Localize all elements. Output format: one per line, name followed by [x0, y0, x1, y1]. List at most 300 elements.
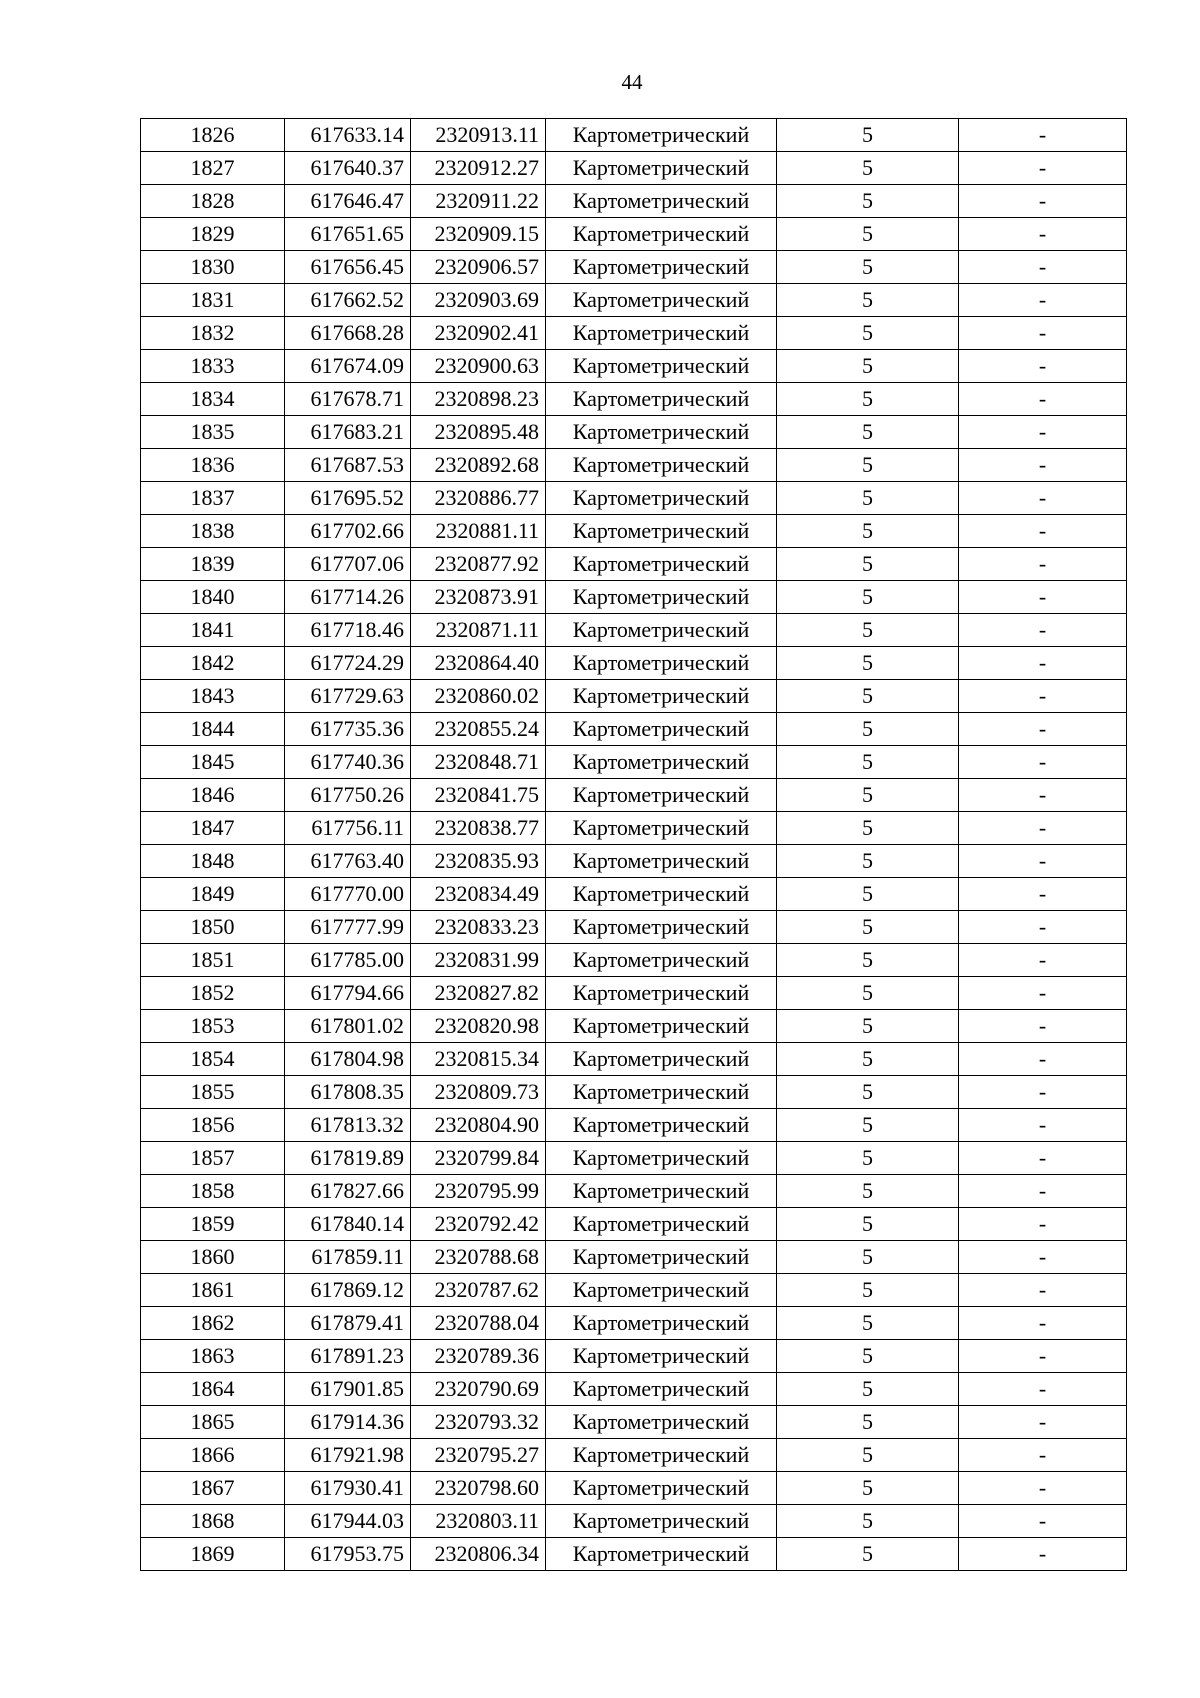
- point-number-cell: 1863: [141, 1340, 285, 1373]
- note-cell: -: [959, 1406, 1127, 1439]
- table-row: [141, 1241, 1127, 1274]
- point-number-cell: 1836: [141, 449, 285, 482]
- x-coordinate-cell: 617914.36: [285, 1406, 411, 1439]
- note-cell: -: [959, 548, 1127, 581]
- method-cell: Картометрический: [546, 977, 777, 1010]
- note-cell: -: [959, 383, 1127, 416]
- x-coordinate-cell: 617930.41: [285, 1472, 411, 1505]
- accuracy-cell: 5: [777, 1340, 959, 1373]
- x-coordinate-cell: 617921.98: [285, 1439, 411, 1472]
- method-cell: Картометрический: [546, 746, 777, 779]
- method-cell: Картометрический: [546, 647, 777, 680]
- note-cell: -: [959, 449, 1127, 482]
- table-row: [141, 416, 1127, 449]
- y-coordinate-cell: 2320835.93: [411, 845, 546, 878]
- note-cell: -: [959, 1274, 1127, 1307]
- y-coordinate-cell: 2320795.27: [411, 1439, 546, 1472]
- y-coordinate-cell: 2320912.27: [411, 152, 546, 185]
- note-cell: -: [959, 1208, 1127, 1241]
- table-row: [141, 1307, 1127, 1340]
- method-cell: Картометрический: [546, 350, 777, 383]
- table-row: [141, 251, 1127, 284]
- method-cell: Картометрический: [546, 152, 777, 185]
- table-row: [141, 482, 1127, 515]
- page-number: 44: [621, 70, 643, 94]
- table-row: [141, 845, 1127, 878]
- table-row: [141, 1175, 1127, 1208]
- y-coordinate-cell: 2320798.60: [411, 1472, 546, 1505]
- table-row: [141, 185, 1127, 218]
- accuracy-cell: 5: [777, 944, 959, 977]
- y-coordinate-cell: 2320834.49: [411, 878, 546, 911]
- y-coordinate-cell: 2320911.22: [411, 185, 546, 218]
- x-coordinate-cell: 617718.46: [285, 614, 411, 647]
- point-number-cell: 1831: [141, 284, 285, 317]
- accuracy-cell: 5: [777, 1043, 959, 1076]
- method-cell: Картометрический: [546, 1175, 777, 1208]
- note-cell: -: [959, 1076, 1127, 1109]
- x-coordinate-cell: 617633.14: [285, 119, 411, 152]
- method-cell: Картометрический: [546, 614, 777, 647]
- y-coordinate-cell: 2320833.23: [411, 911, 546, 944]
- method-cell: Картометрический: [546, 944, 777, 977]
- x-coordinate-cell: 617640.37: [285, 152, 411, 185]
- note-cell: -: [959, 1439, 1127, 1472]
- accuracy-cell: 5: [777, 1439, 959, 1472]
- point-number-cell: 1867: [141, 1472, 285, 1505]
- table-row: [141, 1274, 1127, 1307]
- x-coordinate-cell: 617756.11: [285, 812, 411, 845]
- x-coordinate-cell: 617827.66: [285, 1175, 411, 1208]
- x-coordinate-cell: 617879.41: [285, 1307, 411, 1340]
- note-cell: -: [959, 317, 1127, 350]
- accuracy-cell: 5: [777, 779, 959, 812]
- note-cell: -: [959, 251, 1127, 284]
- table-row: [141, 1340, 1127, 1373]
- accuracy-cell: 5: [777, 1076, 959, 1109]
- y-coordinate-cell: 2320788.04: [411, 1307, 546, 1340]
- y-coordinate-cell: 2320864.40: [411, 647, 546, 680]
- table-row: [141, 350, 1127, 383]
- accuracy-cell: 5: [777, 1274, 959, 1307]
- point-number-cell: 1842: [141, 647, 285, 680]
- table-row: [141, 911, 1127, 944]
- accuracy-cell: 5: [777, 383, 959, 416]
- note-cell: -: [959, 911, 1127, 944]
- point-number-cell: 1830: [141, 251, 285, 284]
- table-row: [141, 680, 1127, 713]
- y-coordinate-cell: 2320913.11: [411, 119, 546, 152]
- y-coordinate-cell: 2320788.68: [411, 1241, 546, 1274]
- method-cell: Картометрический: [546, 185, 777, 218]
- method-cell: Картометрический: [546, 1043, 777, 1076]
- y-coordinate-cell: 2320886.77: [411, 482, 546, 515]
- x-coordinate-cell: 617656.45: [285, 251, 411, 284]
- x-coordinate-cell: 617794.66: [285, 977, 411, 1010]
- note-cell: -: [959, 1109, 1127, 1142]
- x-coordinate-cell: 617646.47: [285, 185, 411, 218]
- note-cell: -: [959, 944, 1127, 977]
- method-cell: Картометрический: [546, 878, 777, 911]
- y-coordinate-cell: 2320871.11: [411, 614, 546, 647]
- method-cell: Картометрический: [546, 317, 777, 350]
- point-number-cell: 1833: [141, 350, 285, 383]
- x-coordinate-cell: 617683.21: [285, 416, 411, 449]
- accuracy-cell: 5: [777, 680, 959, 713]
- y-coordinate-cell: 2320809.73: [411, 1076, 546, 1109]
- accuracy-cell: 5: [777, 1109, 959, 1142]
- note-cell: -: [959, 185, 1127, 218]
- accuracy-cell: 5: [777, 581, 959, 614]
- point-number-cell: 1832: [141, 317, 285, 350]
- coordinates-table: [140, 118, 1127, 1571]
- table-row: [141, 383, 1127, 416]
- y-coordinate-cell: 2320841.75: [411, 779, 546, 812]
- accuracy-cell: 5: [777, 1406, 959, 1439]
- note-cell: -: [959, 746, 1127, 779]
- note-cell: -: [959, 1010, 1127, 1043]
- note-cell: -: [959, 878, 1127, 911]
- method-cell: Картометрический: [546, 1307, 777, 1340]
- y-coordinate-cell: 2320902.41: [411, 317, 546, 350]
- table-row: [141, 284, 1127, 317]
- table-row: [141, 713, 1127, 746]
- y-coordinate-cell: 2320827.82: [411, 977, 546, 1010]
- method-cell: Картометрический: [546, 1274, 777, 1307]
- table-row: [141, 548, 1127, 581]
- point-number-cell: 1856: [141, 1109, 285, 1142]
- point-number-cell: 1862: [141, 1307, 285, 1340]
- table-row: [141, 119, 1127, 152]
- note-cell: -: [959, 1241, 1127, 1274]
- y-coordinate-cell: 2320909.15: [411, 218, 546, 251]
- x-coordinate-cell: 617750.26: [285, 779, 411, 812]
- accuracy-cell: 5: [777, 350, 959, 383]
- point-number-cell: 1848: [141, 845, 285, 878]
- accuracy-cell: 5: [777, 449, 959, 482]
- accuracy-cell: 5: [777, 1175, 959, 1208]
- x-coordinate-cell: 617944.03: [285, 1505, 411, 1538]
- accuracy-cell: 5: [777, 614, 959, 647]
- method-cell: Картометрический: [546, 1010, 777, 1043]
- table-row: [141, 1373, 1127, 1406]
- method-cell: Картометрический: [546, 812, 777, 845]
- note-cell: -: [959, 284, 1127, 317]
- note-cell: -: [959, 218, 1127, 251]
- accuracy-cell: 5: [777, 1472, 959, 1505]
- note-cell: -: [959, 1307, 1127, 1340]
- x-coordinate-cell: 617740.36: [285, 746, 411, 779]
- point-number-cell: 1847: [141, 812, 285, 845]
- note-cell: -: [959, 1175, 1127, 1208]
- note-cell: -: [959, 779, 1127, 812]
- point-number-cell: 1857: [141, 1142, 285, 1175]
- y-coordinate-cell: 2320787.62: [411, 1274, 546, 1307]
- table-row: [141, 449, 1127, 482]
- note-cell: -: [959, 119, 1127, 152]
- accuracy-cell: 5: [777, 416, 959, 449]
- y-coordinate-cell: 2320903.69: [411, 284, 546, 317]
- point-number-cell: 1852: [141, 977, 285, 1010]
- y-coordinate-cell: 2320789.36: [411, 1340, 546, 1373]
- y-coordinate-cell: 2320806.34: [411, 1538, 546, 1571]
- x-coordinate-cell: 617953.75: [285, 1538, 411, 1571]
- accuracy-cell: 5: [777, 878, 959, 911]
- x-coordinate-cell: 617687.53: [285, 449, 411, 482]
- x-coordinate-cell: 617707.06: [285, 548, 411, 581]
- x-coordinate-cell: 617674.09: [285, 350, 411, 383]
- method-cell: Картометрический: [546, 713, 777, 746]
- point-number-cell: 1849: [141, 878, 285, 911]
- point-number-cell: 1826: [141, 119, 285, 152]
- point-number-cell: 1844: [141, 713, 285, 746]
- point-number-cell: 1868: [141, 1505, 285, 1538]
- x-coordinate-cell: 617724.29: [285, 647, 411, 680]
- y-coordinate-cell: 2320848.71: [411, 746, 546, 779]
- note-cell: -: [959, 812, 1127, 845]
- point-number-cell: 1838: [141, 515, 285, 548]
- point-number-cell: 1864: [141, 1373, 285, 1406]
- note-cell: -: [959, 977, 1127, 1010]
- point-number-cell: 1841: [141, 614, 285, 647]
- x-coordinate-cell: 617777.99: [285, 911, 411, 944]
- y-coordinate-cell: 2320855.24: [411, 713, 546, 746]
- point-number-cell: 1865: [141, 1406, 285, 1439]
- method-cell: Картометрический: [546, 1109, 777, 1142]
- method-cell: Картометрический: [546, 1472, 777, 1505]
- method-cell: Картометрический: [546, 845, 777, 878]
- note-cell: -: [959, 416, 1127, 449]
- y-coordinate-cell: 2320820.98: [411, 1010, 546, 1043]
- note-cell: -: [959, 1538, 1127, 1571]
- table-row: [141, 1109, 1127, 1142]
- table-row: [141, 1043, 1127, 1076]
- method-cell: Картометрический: [546, 251, 777, 284]
- y-coordinate-cell: 2320792.42: [411, 1208, 546, 1241]
- point-number-cell: 1834: [141, 383, 285, 416]
- method-cell: Картометрический: [546, 515, 777, 548]
- table-row: [141, 977, 1127, 1010]
- y-coordinate-cell: 2320838.77: [411, 812, 546, 845]
- method-cell: Картометрический: [546, 1340, 777, 1373]
- x-coordinate-cell: 617763.40: [285, 845, 411, 878]
- accuracy-cell: 5: [777, 845, 959, 878]
- note-cell: -: [959, 482, 1127, 515]
- y-coordinate-cell: 2320799.84: [411, 1142, 546, 1175]
- point-number-cell: 1850: [141, 911, 285, 944]
- method-cell: Картометрический: [546, 911, 777, 944]
- point-number-cell: 1840: [141, 581, 285, 614]
- method-cell: Картометрический: [546, 1406, 777, 1439]
- y-coordinate-cell: 2320815.34: [411, 1043, 546, 1076]
- table-row: [141, 218, 1127, 251]
- accuracy-cell: 5: [777, 911, 959, 944]
- y-coordinate-cell: 2320877.92: [411, 548, 546, 581]
- method-cell: Картометрический: [546, 1208, 777, 1241]
- point-number-cell: 1843: [141, 680, 285, 713]
- x-coordinate-cell: 617801.02: [285, 1010, 411, 1043]
- accuracy-cell: 5: [777, 185, 959, 218]
- accuracy-cell: 5: [777, 218, 959, 251]
- y-coordinate-cell: 2320906.57: [411, 251, 546, 284]
- note-cell: -: [959, 845, 1127, 878]
- table-row: [141, 944, 1127, 977]
- method-cell: Картометрический: [546, 1076, 777, 1109]
- x-coordinate-cell: 617901.85: [285, 1373, 411, 1406]
- x-coordinate-cell: 617869.12: [285, 1274, 411, 1307]
- accuracy-cell: 5: [777, 1538, 959, 1571]
- note-cell: -: [959, 680, 1127, 713]
- note-cell: -: [959, 1043, 1127, 1076]
- table-row: [141, 746, 1127, 779]
- x-coordinate-cell: 617695.52: [285, 482, 411, 515]
- y-coordinate-cell: 2320898.23: [411, 383, 546, 416]
- accuracy-cell: 5: [777, 482, 959, 515]
- point-number-cell: 1829: [141, 218, 285, 251]
- method-cell: Картометрический: [546, 581, 777, 614]
- accuracy-cell: 5: [777, 1010, 959, 1043]
- x-coordinate-cell: 617840.14: [285, 1208, 411, 1241]
- x-coordinate-cell: 617804.98: [285, 1043, 411, 1076]
- accuracy-cell: 5: [777, 746, 959, 779]
- table-row: [141, 1505, 1127, 1538]
- note-cell: -: [959, 1505, 1127, 1538]
- table-row: [141, 152, 1127, 185]
- method-cell: Картометрический: [546, 449, 777, 482]
- y-coordinate-cell: 2320900.63: [411, 350, 546, 383]
- method-cell: Картометрический: [546, 482, 777, 515]
- table-row: [141, 1142, 1127, 1175]
- accuracy-cell: 5: [777, 548, 959, 581]
- accuracy-cell: 5: [777, 713, 959, 746]
- method-cell: Картометрический: [546, 1439, 777, 1472]
- point-number-cell: 1837: [141, 482, 285, 515]
- accuracy-cell: 5: [777, 1142, 959, 1175]
- y-coordinate-cell: 2320831.99: [411, 944, 546, 977]
- point-number-cell: 1853: [141, 1010, 285, 1043]
- accuracy-cell: 5: [777, 1208, 959, 1241]
- method-cell: Картометрический: [546, 119, 777, 152]
- accuracy-cell: 5: [777, 119, 959, 152]
- coordinates-table-body: [141, 119, 1127, 1571]
- method-cell: Картометрический: [546, 416, 777, 449]
- y-coordinate-cell: 2320790.69: [411, 1373, 546, 1406]
- accuracy-cell: 5: [777, 812, 959, 845]
- table-row: [141, 1076, 1127, 1109]
- accuracy-cell: 5: [777, 515, 959, 548]
- x-coordinate-cell: 617813.32: [285, 1109, 411, 1142]
- point-number-cell: 1861: [141, 1274, 285, 1307]
- table-row: [141, 515, 1127, 548]
- point-number-cell: 1846: [141, 779, 285, 812]
- accuracy-cell: 5: [777, 1241, 959, 1274]
- x-coordinate-cell: 617702.66: [285, 515, 411, 548]
- method-cell: Картометрический: [546, 284, 777, 317]
- table-row: [141, 317, 1127, 350]
- point-number-cell: 1854: [141, 1043, 285, 1076]
- method-cell: Картометрический: [546, 1373, 777, 1406]
- note-cell: -: [959, 1142, 1127, 1175]
- accuracy-cell: 5: [777, 284, 959, 317]
- y-coordinate-cell: 2320803.11: [411, 1505, 546, 1538]
- table-row: [141, 1538, 1127, 1571]
- point-number-cell: 1859: [141, 1208, 285, 1241]
- note-cell: -: [959, 350, 1127, 383]
- table-row: [141, 1208, 1127, 1241]
- accuracy-cell: 5: [777, 317, 959, 350]
- accuracy-cell: 5: [777, 1373, 959, 1406]
- x-coordinate-cell: 617770.00: [285, 878, 411, 911]
- point-number-cell: 1855: [141, 1076, 285, 1109]
- point-number-cell: 1827: [141, 152, 285, 185]
- accuracy-cell: 5: [777, 1505, 959, 1538]
- table-row: [141, 1472, 1127, 1505]
- note-cell: -: [959, 1373, 1127, 1406]
- table-row: [141, 1406, 1127, 1439]
- point-number-cell: 1839: [141, 548, 285, 581]
- point-number-cell: 1866: [141, 1439, 285, 1472]
- y-coordinate-cell: 2320860.02: [411, 680, 546, 713]
- method-cell: Картометрический: [546, 218, 777, 251]
- point-number-cell: 1828: [141, 185, 285, 218]
- note-cell: -: [959, 515, 1127, 548]
- accuracy-cell: 5: [777, 152, 959, 185]
- y-coordinate-cell: 2320873.91: [411, 581, 546, 614]
- table-row: [141, 1010, 1127, 1043]
- point-number-cell: 1860: [141, 1241, 285, 1274]
- note-cell: -: [959, 1472, 1127, 1505]
- x-coordinate-cell: 617808.35: [285, 1076, 411, 1109]
- point-number-cell: 1845: [141, 746, 285, 779]
- note-cell: -: [959, 614, 1127, 647]
- accuracy-cell: 5: [777, 647, 959, 680]
- table-row: [141, 1439, 1127, 1472]
- method-cell: Картометрический: [546, 548, 777, 581]
- x-coordinate-cell: 617859.11: [285, 1241, 411, 1274]
- table-row: [141, 647, 1127, 680]
- accuracy-cell: 5: [777, 977, 959, 1010]
- x-coordinate-cell: 617735.36: [285, 713, 411, 746]
- accuracy-cell: 5: [777, 251, 959, 284]
- note-cell: -: [959, 1340, 1127, 1373]
- x-coordinate-cell: 617668.28: [285, 317, 411, 350]
- table-row: [141, 614, 1127, 647]
- x-coordinate-cell: 617678.71: [285, 383, 411, 416]
- method-cell: Картометрический: [546, 383, 777, 416]
- table-row: [141, 779, 1127, 812]
- y-coordinate-cell: 2320881.11: [411, 515, 546, 548]
- y-coordinate-cell: 2320795.99: [411, 1175, 546, 1208]
- accuracy-cell: 5: [777, 1307, 959, 1340]
- y-coordinate-cell: 2320804.90: [411, 1109, 546, 1142]
- point-number-cell: 1869: [141, 1538, 285, 1571]
- x-coordinate-cell: 617729.63: [285, 680, 411, 713]
- note-cell: -: [959, 152, 1127, 185]
- note-cell: -: [959, 713, 1127, 746]
- x-coordinate-cell: 617785.00: [285, 944, 411, 977]
- method-cell: Картометрический: [546, 680, 777, 713]
- point-number-cell: 1851: [141, 944, 285, 977]
- point-number-cell: 1835: [141, 416, 285, 449]
- x-coordinate-cell: 617662.52: [285, 284, 411, 317]
- y-coordinate-cell: 2320892.68: [411, 449, 546, 482]
- y-coordinate-cell: 2320793.32: [411, 1406, 546, 1439]
- x-coordinate-cell: 617819.89: [285, 1142, 411, 1175]
- method-cell: Картометрический: [546, 1538, 777, 1571]
- x-coordinate-cell: 617651.65: [285, 218, 411, 251]
- note-cell: -: [959, 581, 1127, 614]
- x-coordinate-cell: 617714.26: [285, 581, 411, 614]
